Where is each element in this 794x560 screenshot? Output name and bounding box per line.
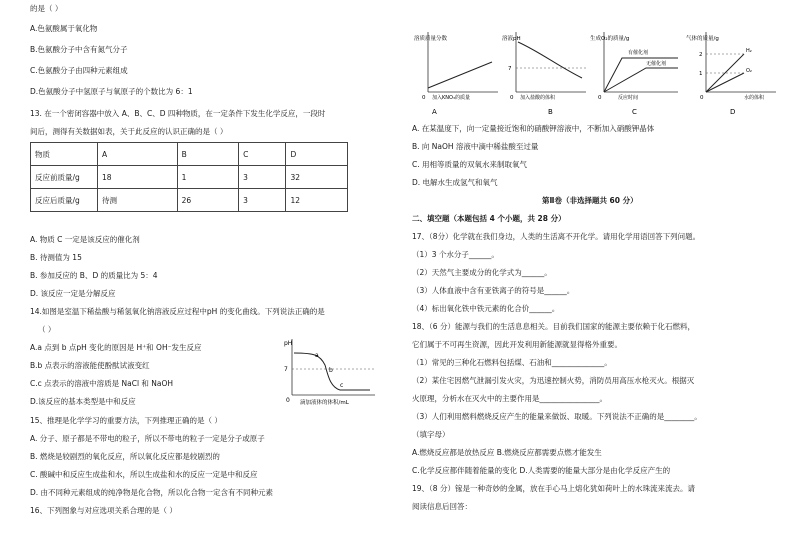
x-label: 反应时间 — [618, 95, 639, 101]
y-label: pH — [284, 340, 293, 347]
series-label: H₂ — [746, 48, 752, 54]
text-line: 它们属于不可再生资源，因此开发利用新能源就显得格外重要。 — [412, 340, 622, 349]
section-title: 第Ⅱ卷（非选择题共 60 分） — [542, 196, 638, 205]
table-cell: 待测 — [98, 189, 178, 212]
sub-question: （4）标出氧化铁中铁元素的化合价______。 — [412, 304, 560, 313]
option-line: A.a 点到 b 点pH 变化的原因是 H⁺和 OH⁻发生反应 — [30, 343, 202, 352]
option-line: C.c 点表示的溶液中溶质是 NaCl 和 NaOH — [30, 379, 174, 388]
seven-tick: 7 — [508, 66, 512, 72]
answer-blank: （ ） — [38, 325, 56, 334]
point-c: c — [340, 382, 344, 389]
table-cell: 反应前质量/g — [31, 166, 98, 189]
option-line: C.色氨酸分子由四种元素组成 — [30, 66, 128, 75]
table-header: 物质 — [31, 143, 98, 166]
curve — [518, 42, 582, 78]
series-label: O₂ — [746, 68, 752, 74]
option-line: C. 用相等质量的双氧水来制取氧气 — [412, 160, 528, 169]
option-line: A.色氨酸属于氧化物 — [30, 24, 98, 33]
figure-b — [500, 28, 588, 116]
point-b: b — [329, 367, 333, 374]
table-cell: 1 — [177, 166, 239, 189]
option-line: D.色氨酸分子中氢原子与氧原子的个数比为 6：1 — [30, 87, 193, 96]
question-17: 17、（8分）化学就在我们身边，人类的生活离不开化学。请用化学用语回答下列问题。 — [412, 232, 701, 241]
option-line: A. 在某温度下，向一定量接近饱和的硝酸钾溶液中，不断加入硝酸钾晶体 — [412, 124, 655, 133]
option-line: B.色氨酸分子中含有氮气分子 — [30, 45, 128, 54]
table-row — [31, 166, 348, 189]
origin-label: 0 — [510, 95, 514, 101]
table-header: C — [239, 143, 286, 166]
text-line: 阅读信息后回答： — [412, 502, 472, 511]
table-header: B — [177, 143, 239, 166]
table-row — [31, 189, 348, 212]
option-line: B. 燃烧是较剧烈的氧化反应，所以氧化反应都是较剧烈的 — [30, 452, 220, 461]
figure-letter: D — [730, 108, 736, 116]
y-label: 溶液pH — [502, 36, 521, 42]
option-line: A. 分子、原子都是不带电的粒子，所以不带电的粒子一定是分子或原子 — [30, 434, 265, 443]
option-line: D. 该反应一定是分解反应 — [30, 289, 116, 298]
origin-label: 0 — [700, 95, 704, 101]
question-14: 14.如图是室温下稀盐酸与稀氢氧化钠溶液反应过程中pH 的变化曲线。下列说法正确的是 — [30, 307, 325, 316]
option-line: B. 待测值为 15 — [30, 253, 82, 262]
table-cell: 3 — [239, 189, 286, 212]
option-line: B. 向 NaOH 溶液中滴中稀盐酸至过量 — [412, 142, 539, 151]
y-label: 生成O₂的质量/g — [590, 36, 630, 42]
table-cell: 3 — [239, 166, 286, 189]
table-cell: 12 — [286, 189, 348, 212]
sub-question: （1）常见的三种化石燃料包括煤、石油和______________。 — [412, 358, 612, 367]
sub-question: （3）人们利用燃料燃烧反应产生的能量来做饭、取暖。下列说法不正确的是________。 — [412, 412, 702, 421]
tick-label: 1 — [699, 71, 703, 77]
figure-letter: B — [548, 108, 553, 116]
option-line: A. 物质 C 一定是该反应的催化剂 — [30, 235, 140, 244]
question-16: 16、下列图象与对应选项关系合理的是（ ） — [30, 506, 177, 515]
text-line: 火原理，分析水在灭火中的主要作用是________________。 — [412, 394, 607, 403]
option-line: C. 酸碱中和反应生成盐和水，所以生成盐和水的反应一定是中和反应 — [30, 470, 258, 479]
option-line: B. 参加反应的 B、D 的质量比为 5：4 — [30, 271, 158, 280]
question-13: 13. 在一个密闭容器中放入 A、B、C、D 四种物质，在一定条件下发生化学反应，一段时 — [30, 109, 326, 118]
series-label: 无催化剂 — [646, 61, 667, 67]
table-header: D — [286, 143, 348, 166]
curve-catalyst — [604, 58, 678, 92]
x-label: 水的体积 — [744, 95, 765, 101]
table-cell: 反应后质量/g — [31, 189, 98, 212]
sub-question: （1）3 个水分子______。 — [412, 250, 499, 259]
table-header-row — [31, 143, 348, 166]
point-a: a — [315, 352, 319, 359]
option-line: D. 由不同种元素组成的纯净物是化合物，所以化合物一定含有不同种元素 — [30, 488, 274, 497]
option-line: B.b 点表示的溶液能使酚酞试液变红 — [30, 361, 150, 370]
section-heading: 二、填空题（本题包括 4 个小题，共 28 分） — [412, 214, 566, 223]
text-line: （填字母） — [412, 430, 450, 439]
option-line: C.化学反应都伴随着能量的变化 D.人类需要的能量大部分是由化学反应产生的 — [412, 466, 671, 475]
question-18: 18、（6 分）能源与我们的生活息息相关。目前我们国家的能源主要依赖于化石燃料， — [412, 322, 695, 331]
series-label: 有催化剂 — [628, 50, 649, 56]
figure-letter: C — [632, 108, 637, 116]
question-19: 19、（8 分）镓是一种奇妙的金属，放在手心马上熔化犹如荷叶上的水珠流来流去。请 — [412, 484, 695, 493]
figure-a — [412, 28, 500, 116]
tick-label: 2 — [699, 52, 703, 58]
figure-d — [684, 28, 780, 116]
sub-question: （2）某住宅因燃气泄漏引发火灾，为迅速控制火势，消防员用高压水枪灭火。根据灭 — [412, 376, 695, 385]
sub-question: （3）人体血液中含有亚铁离子的符号是______。 — [412, 286, 575, 295]
table-cell: 32 — [286, 166, 348, 189]
seven-tick: 7 — [284, 366, 288, 373]
option-line: A.燃烧反应都是放热反应 B.燃烧反应都需要点燃才能发生 — [412, 448, 602, 457]
figure-letter: A — [432, 108, 437, 116]
figure-c — [588, 28, 684, 116]
option-line: D.该反应的基本类型是中和反应 — [30, 397, 136, 406]
origin-label: 0 — [422, 95, 426, 101]
question-15: 15、推理是化学学习的重要方法，下列推理正确的是（ ） — [30, 416, 222, 425]
option-line: D. 电解水生成氢气和氧气 — [412, 178, 498, 187]
curve-o2 — [706, 73, 744, 92]
data-table — [30, 142, 348, 212]
origin-label: 0 — [286, 397, 290, 404]
y-label: 溶质质量分数 — [414, 36, 448, 42]
x-label: 加入KNO₃的质量 — [432, 95, 470, 101]
text-line: 的是（ ） — [30, 4, 63, 13]
table-cell: 18 — [98, 166, 178, 189]
origin-label: 0 — [598, 95, 602, 101]
x-label: 滴加液体的体积/mL — [300, 400, 349, 406]
y-label: 气体的质量/g — [686, 36, 719, 42]
question-13-cont: 间后，测得有关数据如表，关于此反应的认识正确的是（ ） — [30, 127, 228, 136]
table-cell: 26 — [177, 189, 239, 212]
ph-curve-figure — [270, 335, 380, 407]
table-header: A — [98, 143, 178, 166]
sub-question: （2）天然气主要成分的化学式为______。 — [412, 268, 552, 277]
x-label: 加入盐酸的体积 — [520, 95, 556, 101]
curve — [428, 62, 492, 88]
